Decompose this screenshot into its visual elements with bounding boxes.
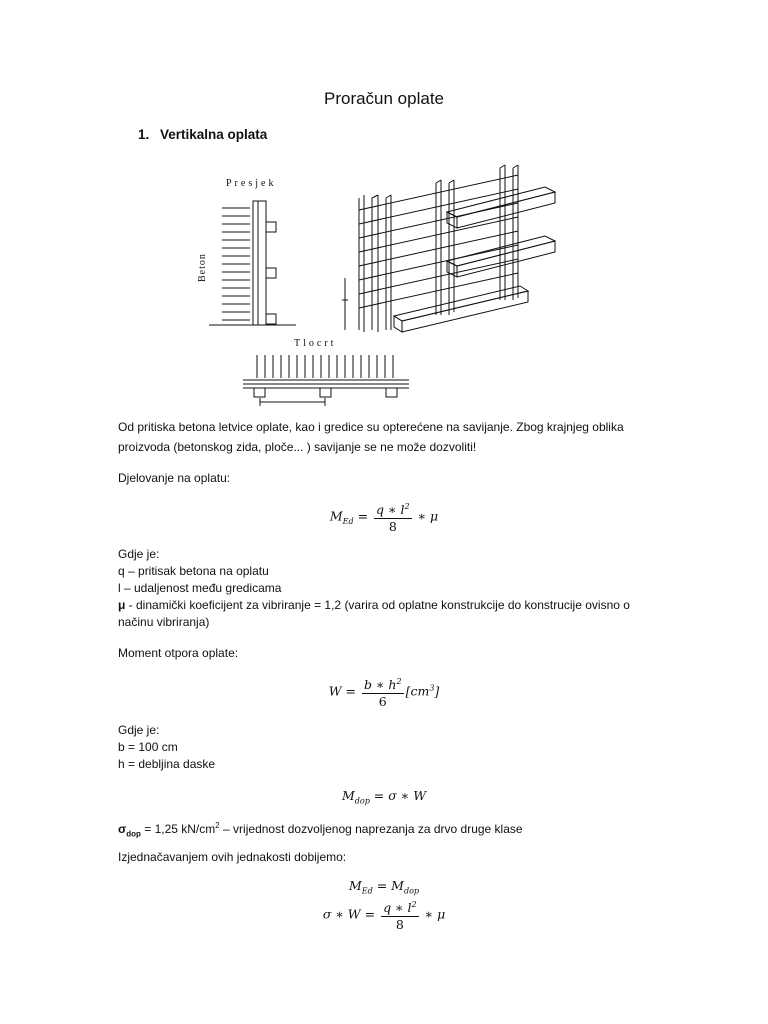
def-mu-cont: načinu vibriranja) [118,615,210,629]
djelovanje-label: Djelovanje na oplatu: [118,471,231,485]
equation-med-equals-mdop: $M_{Ed} = M_{dop}$ [348,878,420,896]
sigma-dop-line: $\sigma_{dop} = 1,25$ $kN/cm^2$ – vrijednost dozvoljenog naprezanja za drvo druge klase [118,821,523,839]
gdje-label-2: Gdje je: [118,723,160,737]
presjek-label: Presjek [226,178,277,189]
equation-sigma-w: σ ∗ W = $\frac{q ∗ l^2}{8}$ ∗ μ [322,900,446,933]
beton-label: Beton [197,253,208,282]
def-mu: μ - dinamički koeficijent za vibriranje = 1,2 (varira od oplatne konstrukcije do konstrucije ovisno o [118,598,630,612]
presjek-drawing [0,0,768,420]
intro-line-1: Od pritiska betona letvice oplate, kao i gredice su opterećene na savijanje. Zbog krajnjeg oblika [118,420,624,434]
def-h: h = debljina daske [118,757,216,771]
equation-moment-ed: $M_{Ed}$ = $\frac{q ∗ l^2}{8}$ ∗ μ [329,502,439,535]
def-l: l – udaljenost među gredicama [118,581,282,595]
def-q: q – pritisak betona na oplatu [118,564,269,578]
gdje-label-1: Gdje je: [118,547,160,561]
page-title: Proračun oplate [323,89,445,108]
section-label: Vertikalna oplata [160,127,268,142]
tlocrt-label: Tlocrt [294,338,337,349]
equation-w: W = $\frac{b ∗ h^2}{6}$ $[cm^3]$ [328,677,440,710]
def-b: b = 100 cm [118,740,178,754]
intro-line-2: proizvoda (betonskog zida, ploče... ) savijanje se ne može dozvoliti! [118,440,477,454]
section-number: 1. [138,127,150,142]
moment-otpora-label: Moment otpora oplate: [118,646,239,660]
equation-m-dop: $M_{dop} = \sigma$ ∗ W [341,788,427,806]
izjednacavanjem-label: Izjednačavanjem ovih jednakosti dobijemo: [118,850,347,864]
